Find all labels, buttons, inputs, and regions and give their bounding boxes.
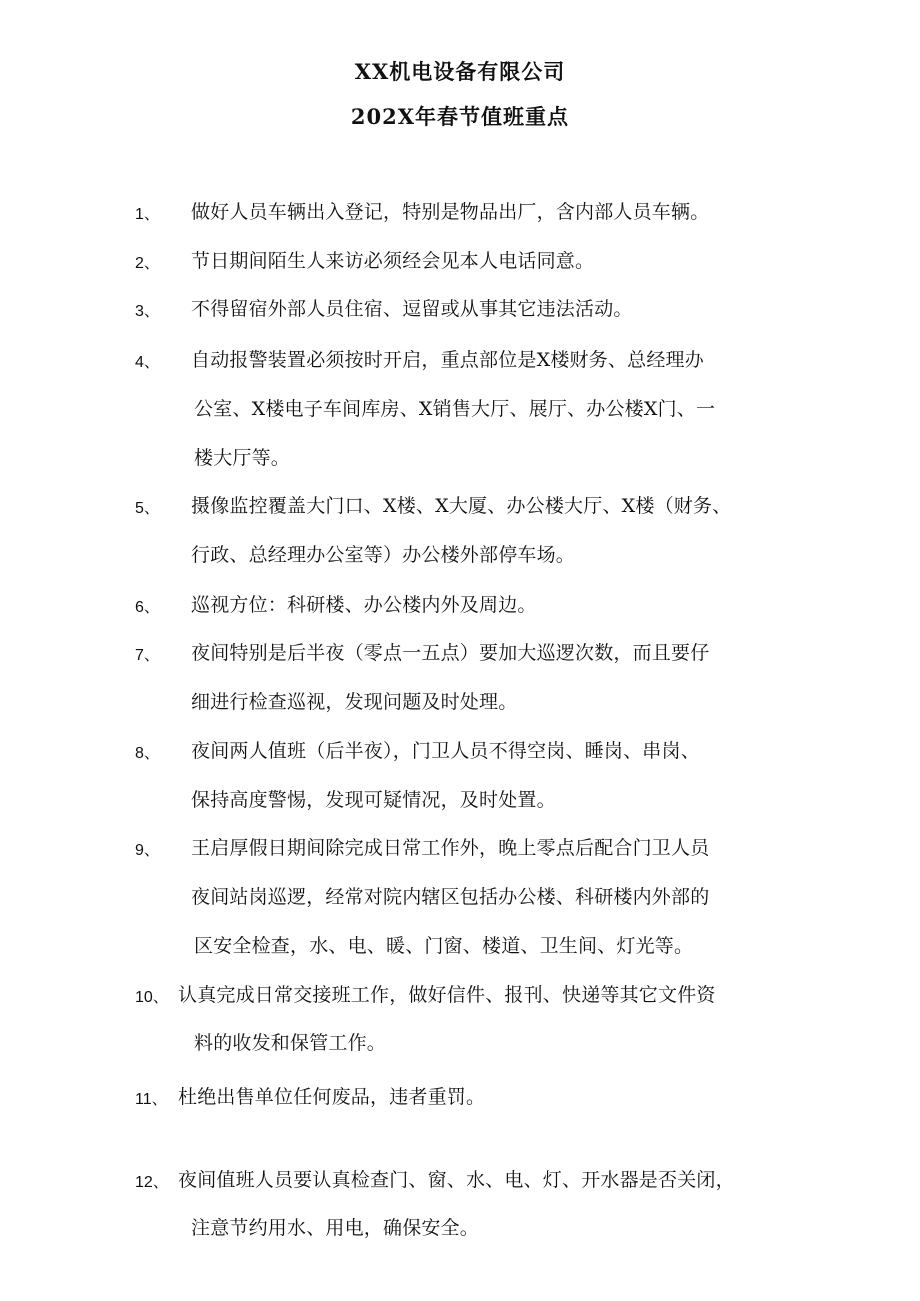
- item-number: 6、: [135, 599, 160, 616]
- item-line: 夜间特别是后半夜（零点一五点）要加大巡逻次数，而且要仔: [191, 642, 710, 664]
- item-line: 区安全检查，水、电、暖、门窗、楼道、卫生间、灯光等。: [194, 935, 694, 957]
- item-number: 5、: [135, 500, 160, 517]
- item-line: 公室、X楼电子车间库房、X销售大厅、展厅、办公楼X门、一: [194, 398, 716, 420]
- item-line: 自动报警装置必须按时开启，重点部位是X楼财务、总经理办: [191, 349, 704, 371]
- item-number: 2、: [135, 255, 160, 272]
- item-line: 行政、总经理办公室等）办公楼外部停车场。: [191, 544, 576, 566]
- item-line: 杜绝出售单位任何废品，违者重罚。: [178, 1086, 486, 1108]
- item-number: 11、: [135, 1091, 168, 1108]
- item-number: 4、: [135, 354, 160, 371]
- item-line: 料的收发和保管工作。: [194, 1032, 387, 1054]
- item-line: 认真完成日常交接班工作，做好信件、报刊、快递等其它文件资: [178, 984, 716, 1006]
- item-line: 巡视方位：科研楼、办公楼内外及周边。: [191, 594, 537, 616]
- item-line: 楼大厅等。: [194, 447, 291, 469]
- item-line: 王启厚假日期间除完成日常工作外，晚上零点后配合门卫人员: [191, 837, 710, 859]
- document-title: XX机电设备有限公司: [354, 59, 566, 84]
- item-number: 7、: [135, 647, 160, 664]
- item-number: 1、: [135, 206, 160, 223]
- item-number: 10、: [135, 989, 169, 1006]
- item-line: 细进行检查巡视，发现问题及时处理。: [191, 691, 518, 713]
- item-number: 3、: [135, 303, 160, 320]
- item-line: 摄像监控覆盖大门口、X楼、X大厦、办公楼大厅、X楼（财务、: [191, 495, 732, 517]
- item-line: 节日期间陌生人来访必须经会见本人电话同意。: [191, 250, 595, 272]
- item-line: 做好人员车辆出入登记，特别是物品出厂，含内部人员车辆。: [191, 201, 710, 223]
- item-number: 9、: [135, 842, 160, 859]
- item-line: 保持高度警惕，发现可疑情况，及时处置。: [191, 789, 556, 811]
- item-line: 注意节约用水、用电，确保安全。: [191, 1217, 480, 1239]
- item-line: 夜间两人值班（后半夜），门卫人员不得空岗、睡岗、串岗、: [191, 740, 700, 762]
- item-line: 不得留宿外部人员住宿、逗留或从事其它违法活动。: [191, 298, 633, 320]
- document-subtitle: 202X年春节值班重点: [350, 104, 570, 129]
- item-number: 12、: [135, 1174, 169, 1191]
- item-line: 夜间值班人员要认真检查门、窗、水、电、灯、开水器是否关闭，: [178, 1169, 735, 1191]
- item-line: 夜间站岗巡逻，经常对院内辖区包括办公楼、科研楼内外部的: [191, 886, 710, 908]
- item-number: 8、: [135, 745, 160, 762]
